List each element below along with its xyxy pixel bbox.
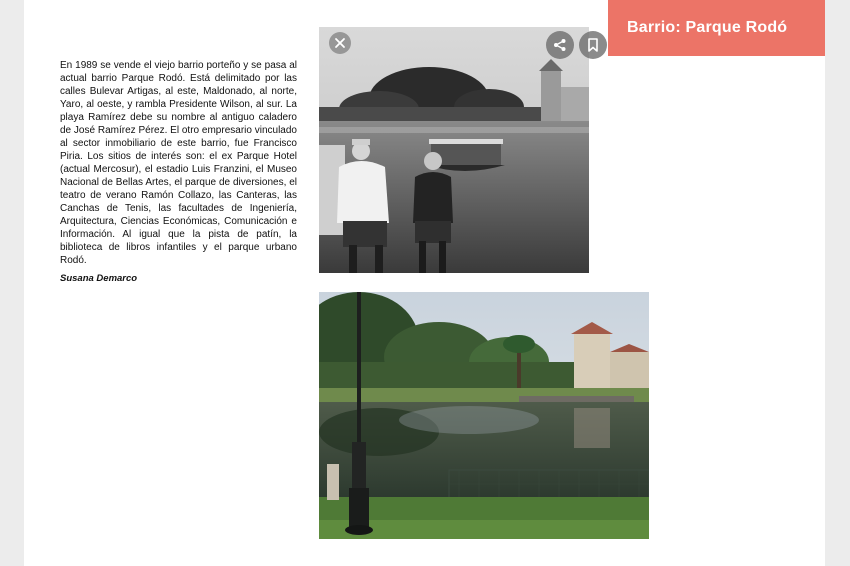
page — [24, 0, 825, 566]
bookmark-button[interactable] — [579, 31, 607, 59]
article-author: Susana Demarco — [60, 273, 138, 284]
close-button[interactable] — [329, 32, 351, 54]
share-icon — [553, 38, 567, 52]
modern-photo — [319, 292, 649, 539]
close-icon — [334, 37, 346, 49]
section-tag-label: Barrio: Parque Rodó — [627, 19, 788, 36]
historic-photo — [319, 27, 589, 273]
share-button[interactable] — [546, 31, 574, 59]
article-body: En 1989 se vende el viejo barrio porteño y se pasa al actual barrio Parque Rodó. Está delimitado por las calles Bulevar Artigas, al este, Maldonado, al norte, Yaro, al oeste, y rambla Presidente Wilson, al sur. La playa Ramírez debe su nombre al antiguo caladero de José Ramírez Pérez. El otro empresario vinculado al sector inmobiliario de este barrio, fue Francisco Piria. Los sitios de interés son: el ex Parque Hotel (actual Mercosur), el estadio Luis Franzini, el Museo Nacional de Bellas Artes, el parque de diversiones, el teatro de verano Ramón Collazo, las Canteras, las Canchas de Tenis, las facultades de Ingeniería, Arquitectura, Ciencias Económicas, Comunicación e Información. Al igual que la pista de patín, la biblioteca de libros infantiles y el parque urbano Rodó. — [60, 60, 297, 266]
bookmark-icon — [587, 38, 599, 52]
section-tag — [608, 0, 825, 56]
